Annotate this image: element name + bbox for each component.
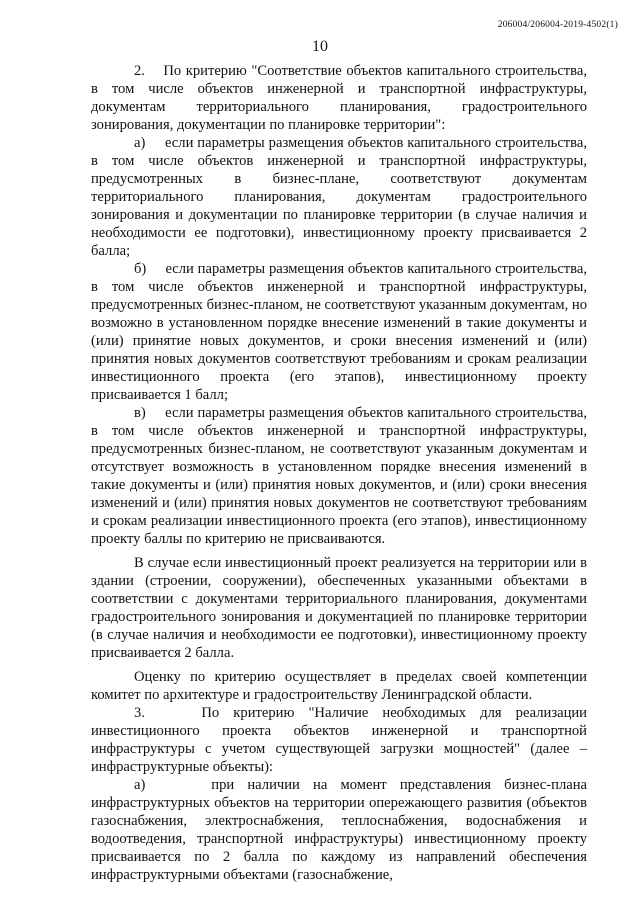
paragraph-territory-case: В случае если инвестиционный проект реализуется на территории или в здании (строении, сооружении), обеспеченных указанными объектами в соответствии с документами территориального планирования, документами градостроительного зонирования и документацией по планировке территории (в случае наличия и необходимости ее подготовки), инвестиционному проекту присваивается 2 балла. xyxy=(91,555,587,661)
document-id: 206004/206004-2019-4502(1) xyxy=(497,20,618,30)
paragraph-criterion-2: 2. По критерию "Соответствие объектов капитального строительства, в том числе объектов инженерной и транспортной инфраструктуры, документам территориального планирования, градостроительного зонирования, документации по планировке территории": xyxy=(91,63,587,133)
paragraph-criterion-3: 3. По критерию "Наличие необходимых для реализации инвестиционного проекта объектов инженерной и транспортной инфраструктуры с учетом существующей загрузки мощностей" (далее – инфраструктурные объекты): xyxy=(91,705,587,775)
paragraph-item-b: б) если параметры размещения объектов капитального строительства, в том числе объектов инженерной и транспортной инфраструктуры, предусмотренных бизнес-планом, не соответствуют указанным документам, но возможно в установленном порядке внесение изменений в такие документы и (или) принятие новых документов, и сроки внесения изменений и (или) принятия новых документов соответствуют требованиям и срокам реализации инвестиционного проекта (его этапов), инвестиционному проекту присваивается 1 балл; xyxy=(91,261,587,403)
paragraph-criterion-3-item-a: а) при наличии на момент представления бизнес-плана инфраструктурных объектов на территории опережающего развития (объектов газоснабжения, электроснабжения, теплоснабжения, водоснабжения и водоотведения, транспортной инфраструктуры) инвестиционному проекту присваивается по 2 балла по каждому из направлений обеспечения инфраструктурными объектами (газоснабжение, xyxy=(91,777,587,883)
paragraph-item-v: в) если параметры размещения объектов капитального строительства, в том числе объектов инженерной и транспортной инфраструктуры, предусмотренных бизнес-планом, не соответствуют указанным документам и отсутствует возможность в установленном порядке внесения изменений в такие документы и (или) принятия новых документов, и (или) сроки внесения изменений и (или) принятия новых документов не соответствуют требованиям и срокам реализации инвестиционного проекта (его этапов), инвестиционному проекту баллы по критерию не присваиваются. xyxy=(91,405,587,547)
paragraph-evaluation-committee: Оценку по критерию осуществляет в пределах своей компетенции комитет по архитектуре и градостроительству Ленинградской области. xyxy=(91,669,587,703)
page-number: 10 xyxy=(312,38,328,55)
document-body xyxy=(91,62,587,884)
paragraph-item-a: а) если параметры размещения объектов капитального строительства, в том числе объектов инженерной и транспортной инфраструктуры, предусмотренных в бизнес-плане, соответствуют документам территориального планирования, документам градостроительного зонирования и документации по планировке территории (в случае наличия и необходимости ее подготовки), инвестиционному проекту присваивается 2 балла; xyxy=(91,135,587,259)
